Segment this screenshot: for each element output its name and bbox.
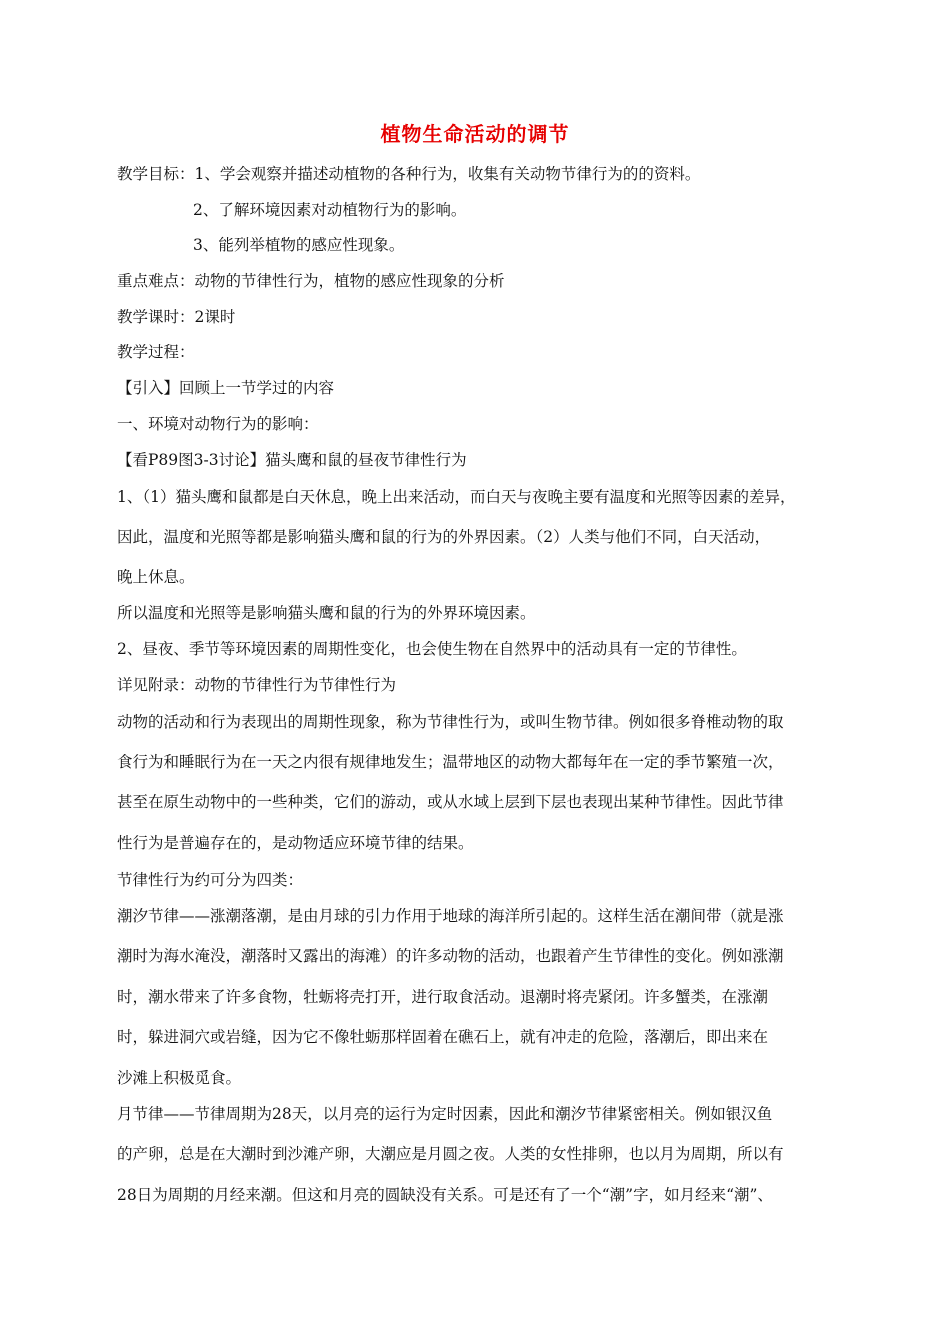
text-line: 教学过程： (117, 343, 195, 361)
text-line: 【看P89图3-3讨论】猫头鹰和鼠的昼夜节律性行为 (117, 451, 467, 469)
text-line: 3、能列举植物的感应性现象。 (193, 236, 405, 254)
text-line: 节律性行为约可分为四类： (117, 871, 304, 889)
text-line: 的产卵，总是在大潮时到沙滩产卵，大潮应是月圆之夜。人类的女性排卵，也以月为周期，所以有 (117, 1145, 784, 1163)
text-line: 晚上休息。 (117, 568, 195, 586)
text-line: 食行为和睡眠行为在一天之内很有规律地发生；温带地区的动物大都每年在一定的季节繁殖一次， (117, 753, 784, 771)
document-title: 植物生命活动的调节 (380, 122, 570, 146)
text-line: 【引入】回顾上一节学过的内容 (117, 379, 335, 397)
text-line: 甚至在原生动物中的一些种类，它们的游动，或从水域上层到下层也表现出某种节律性。因此节律 (117, 793, 784, 811)
text-line: 月节律——节律周期为28天，以月亮的运行为定时因素，因此和潮汐节律紧密相关。例如银汉鱼 (117, 1105, 773, 1123)
text-line: 动物的活动和行为表现出的周期性现象，称为节律性行为，或叫生物节律。例如很多脊椎动物的取 (117, 713, 784, 731)
text-line: 性行为是普遍存在的，是动物适应环境节律的结果。 (117, 834, 474, 852)
text-line: 潮时为海水淹没，潮落时又露出的海滩）的许多动物的活动，也跟着产生节律性的变化。例如涨潮 (117, 947, 784, 965)
text-line: 2、昼夜、季节等环境因素的周期性变化，也会使生物在自然界中的活动具有一定的节律性。 (117, 640, 747, 658)
text-line: 所以温度和光照等是影响猫头鹰和鼠的行为的外界环境因素。 (117, 604, 536, 622)
text-line: 时，躲进洞穴或岩缝，因为它不像牡蛎那样固着在礁石上，就有冲走的危险，落潮后，即出来在 (117, 1028, 769, 1046)
text-line: 沙滩上积极觅食。 (117, 1069, 242, 1087)
text-line: 重点难点：动物的节律性行为，植物的感应性现象的分析 (117, 272, 505, 290)
text-line: 一、环境对动物行为的影响： (117, 415, 319, 433)
text-line: 时，潮水带来了许多食物，牡蛎将壳打开，进行取食活动。退潮时将壳紧闭。许多蟹类，在涨潮 (117, 988, 769, 1006)
text-line: 2、了解环境因素对动植物行为的影响。 (193, 201, 467, 219)
text-line: 28日为周期的月经来潮。但这和月亮的圆缺没有关系。可是还有了一个“潮”字，如月经来“潮”、 (117, 1186, 773, 1204)
text-line: 因此，温度和光照等都是影响猫头鹰和鼠的行为的外界因素。（2）人类与他们不同，白天活动， (117, 528, 771, 546)
text-line: 1、（1）猫头鹰和鼠都是白天休息，晚上出来活动，而白天与夜晚主要有温度和光照等因素的差异， (117, 488, 796, 506)
text-line: 教学目标：1、学会观察并描述动植物的各种行为，收集有关动物节律行为的的资料。 (117, 165, 701, 183)
text-line: 潮汐节律——涨潮落潮，是由月球的引力作用于地球的海洋所引起的。这样生活在潮间带（就是涨 (117, 907, 784, 925)
text-line: 详见附录：动物的节律性行为节律性行为 (117, 676, 397, 694)
text-line: 教学课时：2课时 (117, 308, 236, 326)
